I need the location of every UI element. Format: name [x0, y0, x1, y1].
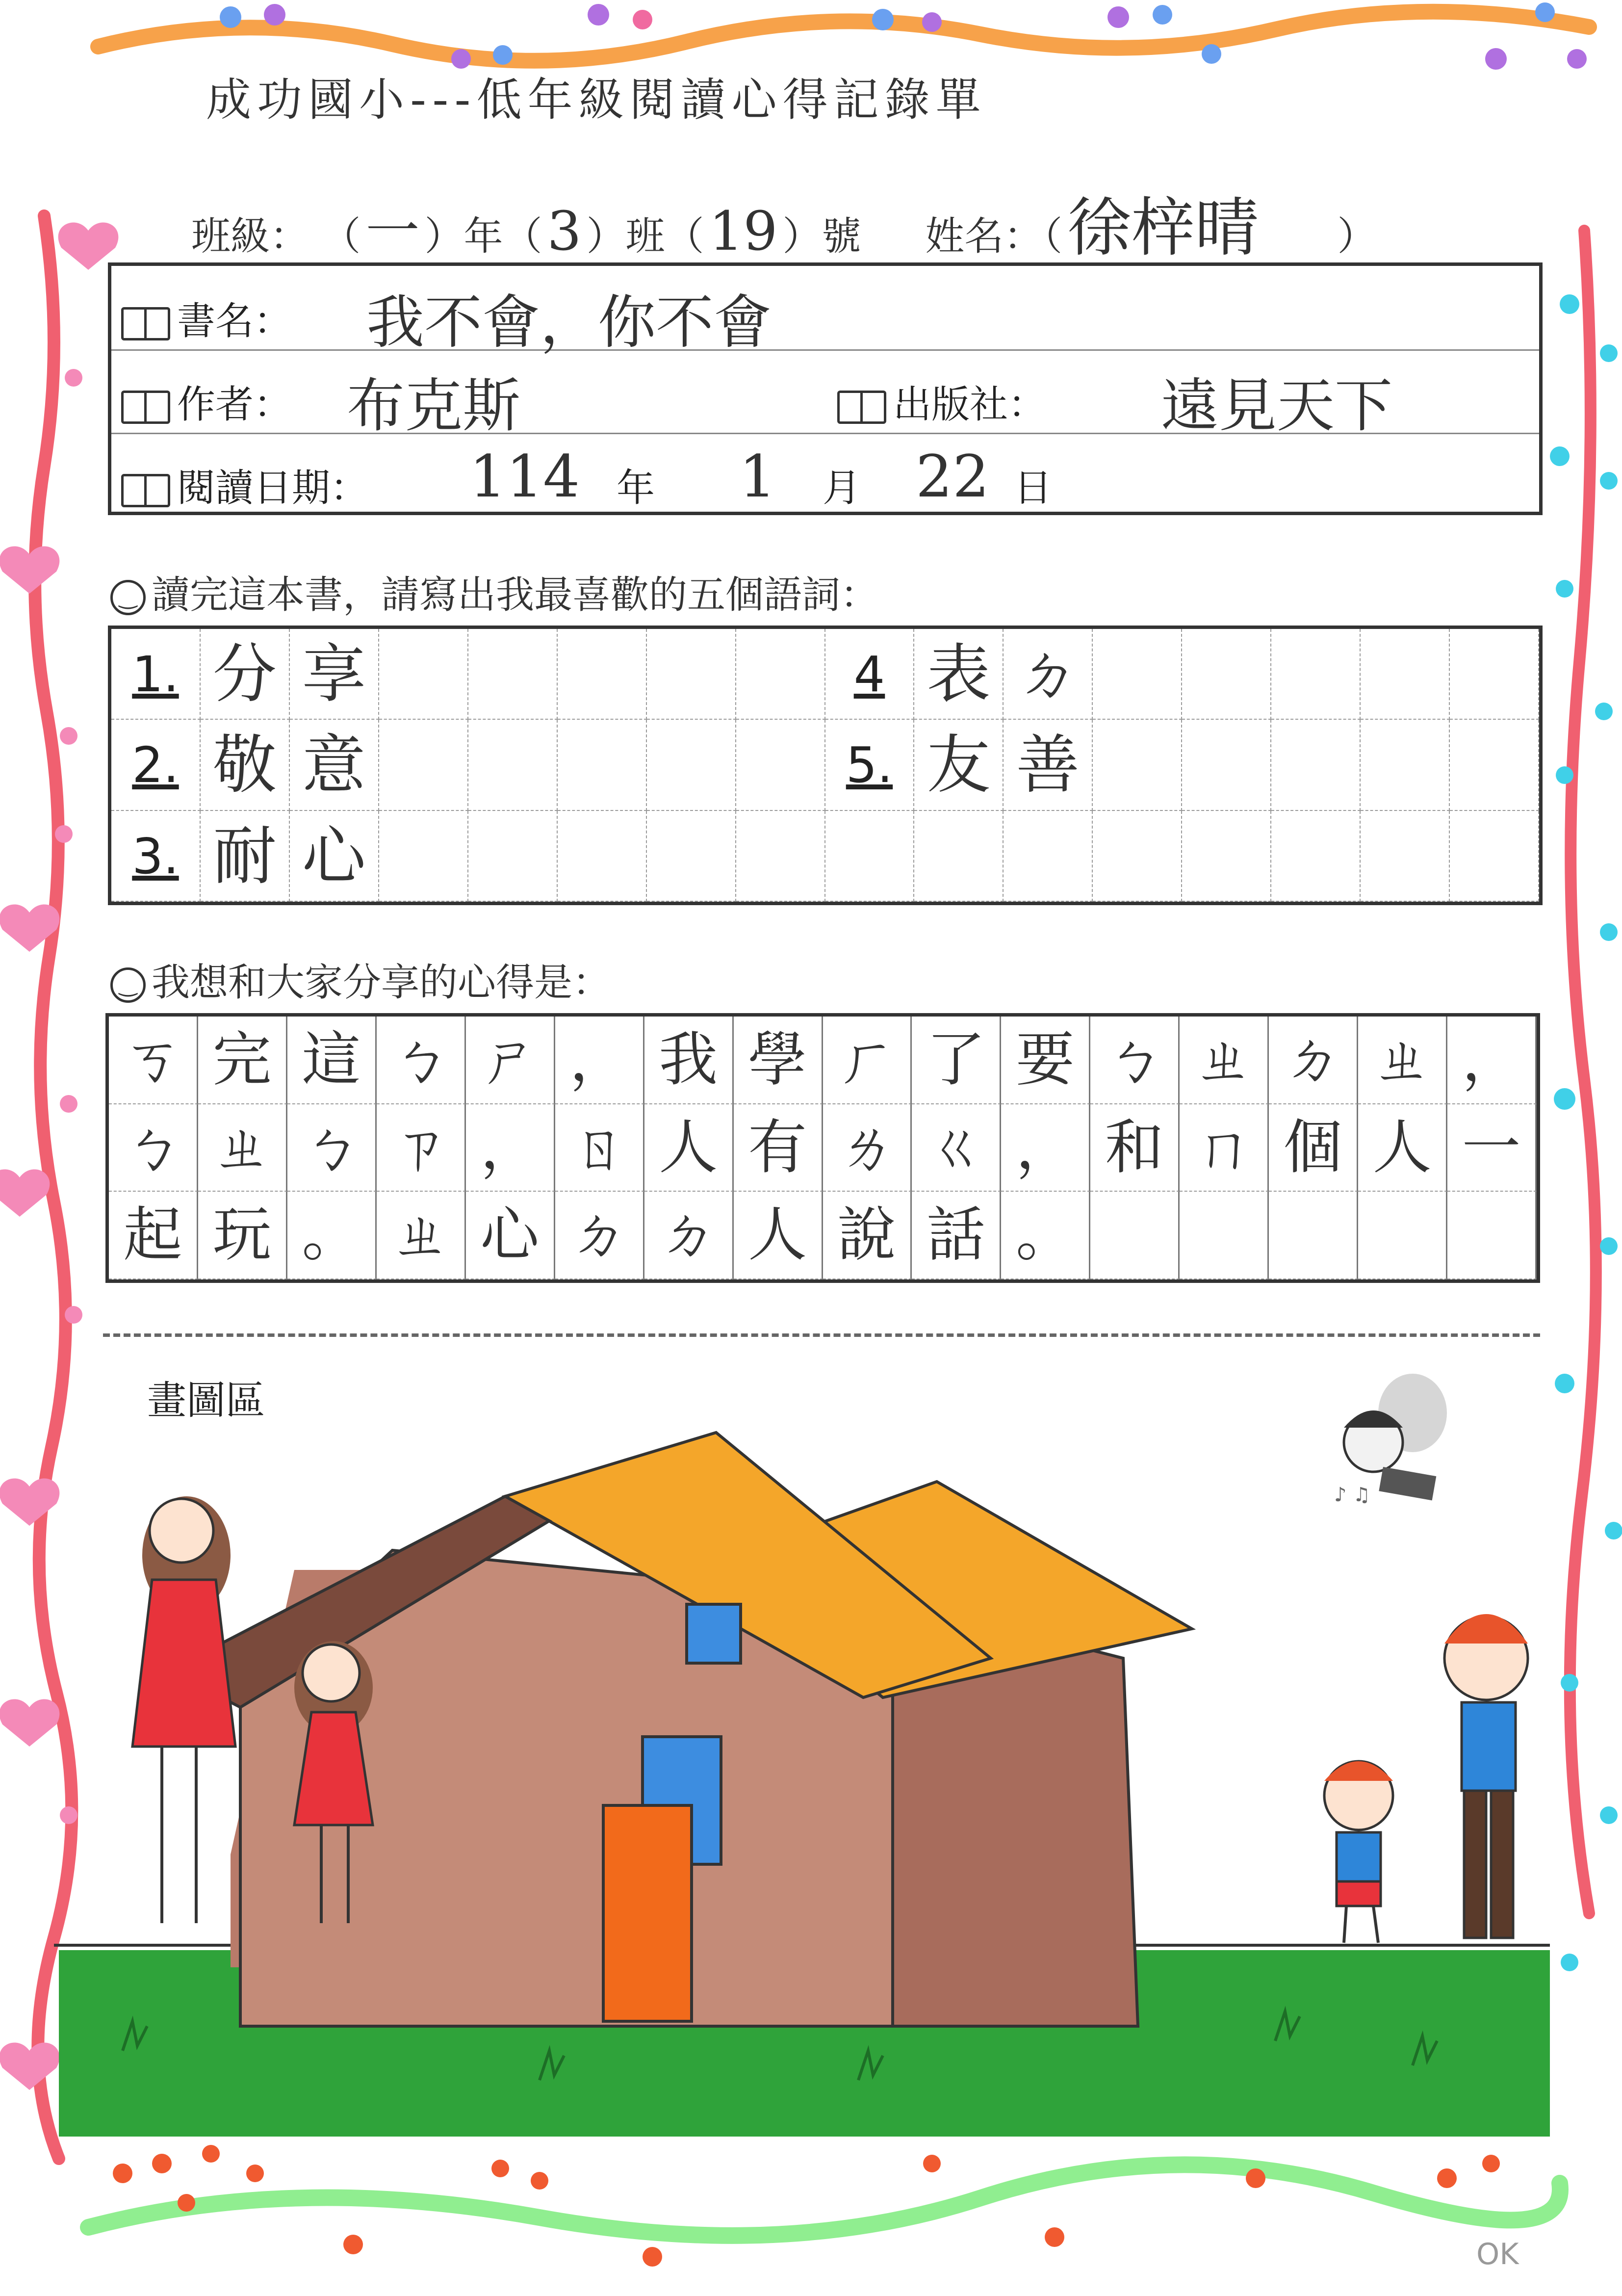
teacher-check-mark: OK	[1476, 2237, 1519, 2271]
word-grid-cell	[914, 811, 1004, 902]
reflection-char: 人	[644, 1104, 734, 1192]
word-number: 2.	[111, 720, 201, 810]
reflection-char: ㄉ	[555, 1192, 644, 1279]
word-number: 3.	[111, 811, 201, 902]
reflection-char: 。	[287, 1192, 377, 1279]
class-info-line: 班級： （一 ）年（3 ）班（19 ）號 姓名：（徐梓晴 ）	[191, 190, 1377, 265]
word-char: 心	[290, 811, 379, 902]
svg-text:♪ ♫: ♪ ♫	[1334, 1484, 1371, 1506]
word-grid-cell	[1361, 811, 1450, 902]
class-label: 班級：	[191, 213, 309, 259]
word-grid-cell	[468, 629, 558, 720]
reflection-char: ㄅ	[377, 1017, 466, 1104]
word-grid-cell	[647, 720, 736, 810]
reflection-char: ㄓ	[377, 1192, 466, 1279]
class-no-value: 3	[547, 200, 582, 262]
smiley-icon: ‿	[110, 967, 146, 1003]
word-char: 耐	[201, 811, 290, 902]
reflection-char: 完	[198, 1017, 287, 1104]
word-grid-cell	[1182, 629, 1271, 720]
share-prompt-text: 我想和大家分享的心得是：	[152, 961, 611, 1005]
month-unit: 月	[823, 466, 861, 510]
word-grid-cell	[1361, 629, 1450, 720]
word-grid-cell	[379, 720, 468, 810]
word-grid-cell	[647, 811, 736, 902]
word-grid-cell	[1182, 720, 1271, 810]
reflection-char: ㄖ	[555, 1104, 644, 1192]
author-value: 布克斯	[347, 372, 521, 440]
month-value: 1	[739, 443, 776, 510]
book-icon	[837, 391, 886, 424]
word-grid-cell	[468, 811, 558, 902]
word-char: 友	[914, 720, 1004, 810]
grade-unit: 年	[463, 213, 503, 259]
word-char: 分	[201, 629, 290, 720]
reflection-char	[1090, 1192, 1180, 1279]
page-title: 成功國小---低年級閱讀心得記錄單	[206, 74, 987, 126]
grade-value: 一	[365, 200, 420, 262]
book-icon	[121, 474, 170, 507]
reflection-char: ㄅ	[1090, 1017, 1180, 1104]
book-icon	[121, 307, 170, 340]
day-unit: 日	[1014, 466, 1053, 510]
word-grid-cell	[468, 720, 558, 810]
word-char: 意	[290, 720, 379, 810]
reflection-char: ㄓ	[198, 1104, 287, 1192]
reflection-char: ㄉ	[1269, 1017, 1358, 1104]
word-grid-cell	[558, 811, 647, 902]
reflection-char: ㄎ	[109, 1017, 198, 1104]
reflection-char: 學	[734, 1017, 823, 1104]
reflection-char: ，	[1001, 1104, 1090, 1192]
reflection-char: 起	[109, 1192, 198, 1279]
reflection-char: 了	[912, 1017, 1001, 1104]
word-grid-cell	[558, 629, 647, 720]
reflection-char: 個	[1269, 1104, 1358, 1192]
word-grid-cell	[1361, 720, 1450, 810]
right-wave	[1570, 231, 1596, 1913]
mother-figure	[132, 1496, 235, 1923]
reflection-char: ，	[555, 1017, 644, 1104]
day-value: 22	[916, 443, 990, 510]
reflection-char: ㄗ	[377, 1104, 466, 1192]
favorite-words-grid	[108, 626, 1543, 905]
reflection-char: ㄓ	[1358, 1017, 1447, 1104]
word-number: 5.	[825, 720, 915, 810]
window	[687, 1604, 741, 1663]
word-grid-cell	[825, 811, 915, 902]
seat-no-value: 19	[709, 200, 778, 262]
student-name: 徐梓晴	[1067, 190, 1259, 265]
word-grid-cell	[1450, 811, 1539, 902]
reflection-char: ㄓ	[1180, 1017, 1269, 1104]
reflection-char	[1269, 1192, 1358, 1279]
reflection-char: 人	[734, 1192, 823, 1279]
reflection-char: 說	[823, 1192, 912, 1279]
reflection-char: 一	[1447, 1104, 1537, 1192]
word-char: 敬	[201, 720, 290, 810]
reflection-char: ，	[1447, 1017, 1537, 1104]
reflection-char: ㄅ	[287, 1104, 377, 1192]
reflection-char: 。	[1001, 1192, 1090, 1279]
word-grid-cell	[647, 629, 736, 720]
word-grid-cell	[1093, 811, 1182, 902]
reflection-char: 和	[1090, 1104, 1180, 1192]
top-wave	[98, 12, 1589, 61]
word-grid-cell	[736, 629, 825, 720]
reflection-char: ㄇ	[1180, 1104, 1269, 1192]
reflection-char	[1358, 1192, 1447, 1279]
book-title-label: 書名：	[177, 299, 292, 343]
word-char: 享	[290, 629, 379, 720]
reflection-char	[1180, 1192, 1269, 1279]
reflection-char	[1447, 1192, 1537, 1279]
seat-unit: 號	[822, 213, 861, 259]
reflection-char: ㄕ	[466, 1017, 555, 1104]
publisher-label: 出版社：	[893, 383, 1047, 427]
word-char: ㄉ	[1004, 629, 1093, 720]
words-prompt	[110, 564, 878, 619]
author-label: 作者：	[177, 383, 292, 427]
drawing-area	[49, 1354, 1570, 2188]
date-label: 閱讀日期：	[177, 466, 369, 510]
book-info-box	[108, 262, 1543, 515]
name-label: 姓名：	[925, 213, 1043, 259]
word-grid-cell	[1093, 629, 1182, 720]
reflection-char: 心	[466, 1192, 555, 1279]
reflection-grid	[105, 1013, 1540, 1283]
section-divider	[103, 1333, 1540, 1337]
reflection-char: 人	[1358, 1104, 1447, 1192]
reflection-char: 有	[734, 1104, 823, 1192]
reflection-char: ㄌ	[823, 1104, 912, 1192]
share-prompt	[110, 952, 611, 1007]
reflection-char: 我	[644, 1017, 734, 1104]
reflection-char: ㄏ	[823, 1017, 912, 1104]
word-number: 4	[825, 629, 915, 720]
word-grid-cell	[379, 629, 468, 720]
drawing-area-label: 畫圖區	[147, 1378, 265, 1423]
word-grid-cell	[736, 811, 825, 902]
book-title-value: 我不會，你不會	[366, 288, 772, 356]
reflection-char: ㄉ	[644, 1192, 734, 1279]
reflection-char: 話	[912, 1192, 1001, 1279]
smiley-icon: ‿	[110, 580, 146, 615]
reflection-char: 要	[1001, 1017, 1090, 1104]
reflection-char: ，	[466, 1104, 555, 1192]
word-grid-cell	[379, 811, 468, 902]
word-char: 表	[914, 629, 1004, 720]
word-grid-cell	[736, 720, 825, 810]
word-grid-cell	[1450, 629, 1539, 720]
year-unit: 年	[617, 466, 655, 510]
publisher-value: 遠見天下	[1161, 372, 1393, 440]
reflection-char: ㄍ	[912, 1104, 1001, 1192]
son-figure	[1324, 1761, 1393, 1943]
word-grid-cell	[1093, 720, 1182, 810]
word-grid-cell	[1271, 720, 1361, 810]
word-number: 1.	[111, 629, 201, 720]
reflection-char: 玩	[198, 1192, 287, 1279]
door	[603, 1805, 692, 2021]
year-value: 114	[469, 443, 580, 510]
book-icon	[121, 391, 170, 424]
word-grid-cell	[1450, 720, 1539, 810]
fairy-icon	[1334, 1374, 1447, 1506]
class-unit: 班	[625, 213, 665, 259]
father-figure	[1444, 1614, 1528, 1938]
word-grid-cell	[1271, 629, 1361, 720]
word-grid-cell	[1182, 811, 1271, 902]
reflection-char: 這	[287, 1017, 377, 1104]
word-grid-cell	[558, 720, 647, 810]
word-grid-cell	[1271, 811, 1361, 902]
words-prompt-text: 讀完這本書，請寫出我最喜歡的五個語詞：	[152, 573, 879, 617]
word-grid-cell	[1004, 811, 1093, 902]
word-char: 善	[1004, 720, 1093, 810]
reflection-char: ㄅ	[109, 1104, 198, 1192]
